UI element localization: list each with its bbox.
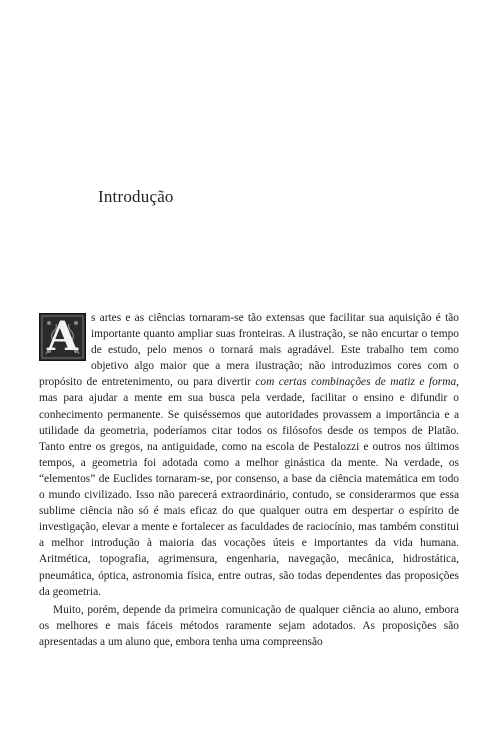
body-text [39, 310, 459, 650]
paragraph-1-emphasis: com certas combinações de matiz e forma [255, 376, 457, 389]
paragraph-1-lead: s artes e as ciências tornaram-se tão extensas que facilitar sua aquisição é tão importante quanto ampliar suas fronteiras. A ilustração, se não encurtar o tempo de estudo, pelo menos o tornará mais agradável. Este trabalho tem como objetivo algo maior que a mera ilustração; não introduzimos cores com o propósito de entretenimento, ou para divertir [39, 312, 459, 389]
chapter-heading: Introdução [98, 187, 174, 206]
paragraph-1 [39, 310, 459, 600]
dropcap-letter: A [46, 313, 79, 360]
paragraph-1-rest: , mas para ajudar a mente em sua busca pela verdade, facilitar o ensino e difundir o conhecimento permanente. Se quiséssemos que autoridades provassem a importância e a utilidade da geometria, poderíamos citar todos os filósofos desde os tempos de Platão. Tanto entre os gregos, na antiguidade, como na escola de Pestalozzi e outros nos últimos tempos, a geometria foi adotada como a melhor ginástica da mente. Na verdade, os “elementos” de Euclides tornaram-se, por consenso, a base da ciência matemática em todo o mundo civilizado. Isso não parecerá extraordinário, contudo, se considerarmos que essa sublime ciência não só é mais eficaz do que qualquer outra em despertar o espírito de investigação, elevar a mente e fortalecer as faculdades de raciocínio, mas também constitui a melhor introdução à maioria das vocações úteis e importantes da vida humana. Aritmética, topografia, agrimensura, engenharia, navegação, mecânica, hidrostática, pneumática, óptica, astronomia física, entre outras, são todas dependentes das proposições da geometria. [39, 376, 459, 598]
paragraph-2: Muito, porém, depende da primeira comunicação de qualquer ciência ao aluno, embora os melhores e mais fáceis métodos raramente sejam adotados. As proposições são apresentadas a um aluno que, embora tenha uma compreensão [39, 603, 459, 648]
ornate-initial-a-icon [39, 313, 86, 361]
